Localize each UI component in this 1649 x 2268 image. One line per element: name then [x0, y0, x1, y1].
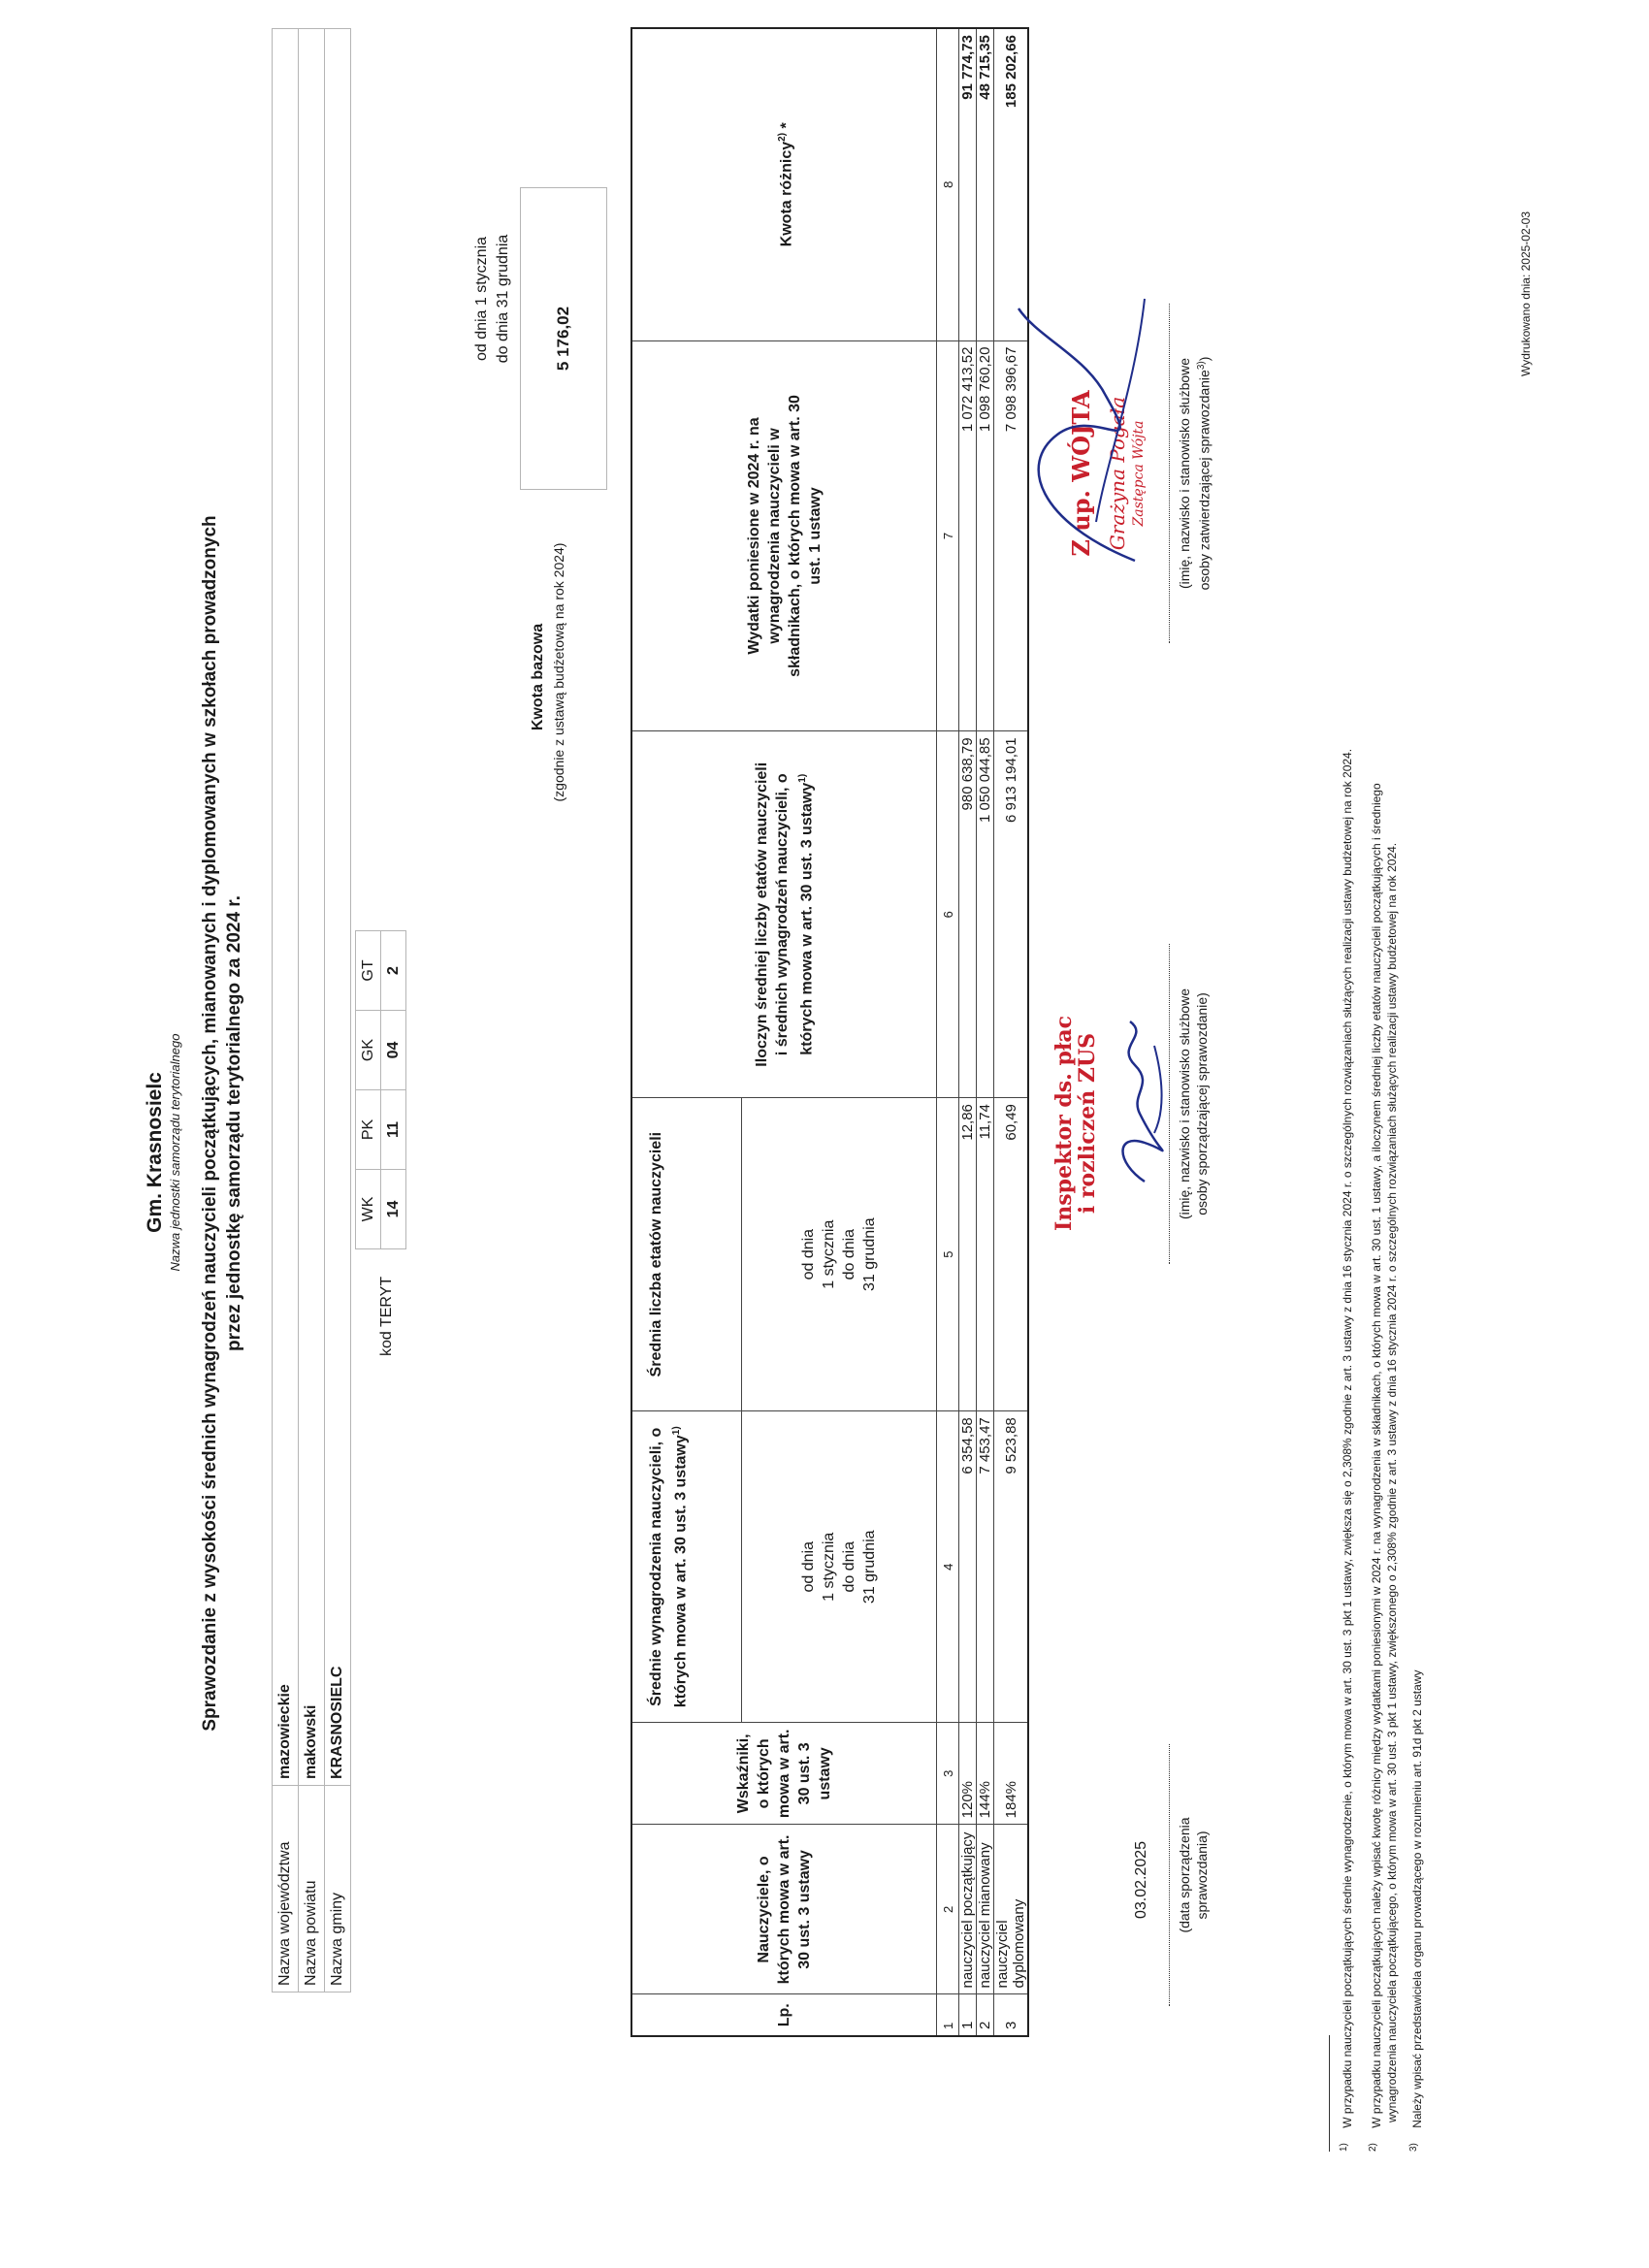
row-teacher-type: nauczyciel dyplomowany — [994, 1825, 1029, 1994]
preparer-stamp-line2: i rozliczeń ZUS — [1075, 1032, 1100, 1215]
column-numbers-row — [937, 28, 959, 2036]
col-difference-header: Kwota różnicy$^{2)}$ * — [631, 28, 937, 340]
teryt-header-gk: GK — [356, 1011, 381, 1090]
row-product: 980 638,79 — [959, 731, 977, 1098]
approver-caption-line2: osoby zatwierdzającej sprawozdanie$^{3)}$) — [1196, 356, 1212, 591]
approver-signature — [999, 289, 1164, 580]
location-table — [272, 28, 351, 1993]
location-label: Nazwa powiatu — [299, 1786, 325, 1993]
report-title-line1: Sprawozdanie z wysokości średnich wynagrodzeń nauczycieli początkujących, mianowanych i dyplomowanych w szkołach prowadzonych — [200, 515, 220, 1732]
row-difference: 185 202,66 — [994, 28, 1029, 340]
table-header-row — [631, 28, 742, 2036]
kwota-bazowa-note: (zgodnie z ustawą budżetową na rok 2024) — [551, 542, 566, 802]
col-product-footnote: 1) — [796, 773, 808, 783]
col-product-header — [631, 731, 937, 1098]
report-title-line2: przez jednostkę samorządu terytorialnego za 2024 r. — [224, 895, 244, 1351]
period-from-label: od dnia — [800, 1228, 817, 1280]
teryt-value-gt: 2 — [381, 931, 406, 1011]
col-difference-footnote: 2) — [776, 132, 788, 142]
period-to-date: 31 grudnia — [861, 1217, 878, 1291]
column-number: 7 — [937, 340, 959, 731]
row-lp: 3 — [994, 1994, 1029, 2036]
approver-caption — [1176, 279, 1213, 667]
col-avg-salary-footnote: 1) — [671, 1426, 682, 1436]
salary-table — [630, 27, 1029, 2037]
preparer-stamp — [1052, 997, 1099, 1249]
footnote-2 — [1366, 66, 1400, 2152]
period-to-label: do dnia — [841, 1541, 857, 1593]
col-avg-salary-label: Średnie wynagrodzenia nauczycieli, o których mowa w art. 30 ust. 3 ustawy — [648, 1427, 690, 1708]
location-row — [299, 29, 325, 1993]
preparer-caption-line1: (imię, nazwisko i stanowisko służbowe — [1177, 988, 1192, 1220]
location-row — [325, 29, 351, 1993]
period-from-date: 1 stycznia — [821, 1219, 837, 1289]
teryt-header-pk: PK — [356, 1090, 381, 1170]
row-fte: 11,74 — [977, 1098, 994, 1411]
period-from-label: od dnia — [800, 1541, 817, 1593]
footnote-text: W przypadku nauczycieli początkujących średnie wynagrodzenie, o którym mowa w art. 30 ust. 3 pkt 1 ustawy, zwiększa się o 2,308% zgodnie z art. 3 ustawy z dnia 16 stycznia 2024 r. o szczególnych rozwiązaniach służących realizacji ustawy budżetowej na rok 2024. — [1341, 748, 1354, 2128]
kwota-bazowa-period-from: od dnia 1 stycznia — [473, 236, 490, 362]
col-indicators-header: Wskaźniki, o których mowa w art. 30 ust. 3 ustawy — [631, 1723, 937, 1825]
date-caption-line1: (data sporządzenia — [1177, 1817, 1192, 1933]
kwota-bazowa-value: 5 176,02 — [521, 188, 607, 490]
approver-stamp-line2: Grażyna Pogała — [1106, 396, 1129, 551]
col-expenses-header: Wydatki poniesione w 2024 r. na wynagrodzenia nauczycieli w składnikach, o których mowa w art. 30 ust. 1 ustawy — [631, 340, 937, 731]
row-difference: 48 715,35 — [977, 28, 994, 340]
approver-caption-line1: (imię, nazwisko i stanowisko służbowe — [1177, 357, 1192, 590]
approver-stamp-line1: Z up. WÓJTA — [1067, 390, 1095, 557]
teryt-value-gk: 04 — [381, 1011, 406, 1090]
footnote-3 — [1406, 66, 1425, 2152]
column-number: 5 — [937, 1098, 959, 1411]
row-fte: 12,86 — [959, 1098, 977, 1411]
preparer-signature-line — [1169, 944, 1170, 1264]
footnote-number: 2) — [1368, 2143, 1378, 2152]
period-to-label: do dnia — [841, 1228, 857, 1280]
row-teacher-type: nauczyciel początkujący — [959, 1825, 977, 1994]
location-row — [273, 29, 299, 1993]
location-value: makowski — [299, 29, 325, 1786]
teryt-header-gt: GT — [356, 931, 381, 1011]
period-from-date: 1 stycznia — [821, 1532, 837, 1602]
row-difference: 91 774,73 — [959, 28, 977, 340]
column-number: 2 — [937, 1825, 959, 1994]
row-indicator: 184% — [994, 1723, 1029, 1825]
preparer-caption — [1176, 920, 1211, 1288]
date-caption — [1176, 1744, 1211, 2006]
footnote-text: W przypadku nauczycieli początkujących należy wpisać kwotę różnicy między wydatkami poniesionymi w 2024 r. na wynagrodzenia w składnikach, o których mowa w art. 30 ust. 1 ustawy, a iloczynem średniej liczby etatów nauczycieli początkujących i średniego — [1370, 783, 1383, 2128]
col-avg-salary-period — [742, 1411, 937, 1723]
teryt-value-wk: 14 — [381, 1170, 406, 1249]
row-expenses: 1 072 413,52 — [959, 340, 977, 731]
col-difference-label: Kwota różnicy — [778, 141, 795, 247]
col-teachers-header: Nauczyciele, o których mowa w art. 30 ust. 3 ustawy — [631, 1825, 937, 1994]
row-indicator: 120% — [959, 1723, 977, 1825]
footnote-separator — [1329, 2035, 1330, 2152]
column-number: 1 — [937, 1994, 959, 2036]
date-value: 03.02.2025 — [1133, 1840, 1149, 1920]
row-expenses: 1 098 760,20 — [977, 340, 994, 731]
row-avg-salary: 7 453,47 — [977, 1411, 994, 1723]
period-to-date: 31 grudnia — [861, 1530, 878, 1604]
col-lp-header: Lp. — [631, 1994, 937, 2036]
column-number: 6 — [937, 731, 959, 1098]
col-avg-salary-header — [631, 1411, 742, 1723]
row-expenses: 7 098 396,67 — [994, 340, 1029, 731]
teryt-value-pk: 11 — [381, 1090, 406, 1170]
footnote-number: 1) — [1339, 2143, 1349, 2152]
column-number: 8 — [937, 28, 959, 340]
row-indicator: 144% — [977, 1723, 994, 1825]
preparer-stamp-line1: Inspektor ds. płac — [1051, 1016, 1077, 1231]
row-lp: 1 — [959, 1994, 977, 2036]
entity-caption: Nazwa jednostki samorządu terytorialnego — [168, 1033, 182, 1272]
printed-date: Wydrukowano dnia: 2025-02-03 — [1519, 211, 1533, 376]
approver-caption-text: osoby zatwierdzającej sprawozdanie — [1196, 370, 1212, 591]
kwota-bazowa-label: Kwota bazowa — [530, 623, 546, 731]
column-number: 4 — [937, 1411, 959, 1723]
date-caption-line2: sprawozdania) — [1194, 1831, 1210, 1920]
preparer-signature — [1106, 1007, 1174, 1201]
row-product: 6 913 194,01 — [994, 731, 1029, 1098]
date-signature-line — [1169, 1744, 1170, 2006]
footnote-number: 3) — [1408, 2143, 1419, 2152]
approver-signature-line — [1169, 304, 1170, 643]
teryt-header-wk: WK — [356, 1170, 381, 1249]
table-row — [959, 28, 977, 2036]
row-teacher-type: nauczyciel mianowany — [977, 1825, 994, 1994]
location-label: Nazwa gminy — [325, 1786, 351, 1993]
preparer-caption-line2: osoby sporządzającej sprawozdanie) — [1194, 992, 1210, 1215]
entity-name: Gm. Krasnosielc — [144, 1072, 166, 1233]
approver-caption-footnote: 3) — [1196, 361, 1207, 371]
col-fte-header: Średnia liczba etatów nauczycieli — [631, 1098, 742, 1411]
approver-stamp-line3: Zastępca Wójta — [1131, 420, 1147, 527]
col-product-label: Iloczyn średniej liczby etatów nauczycieli i średnich wynagrodzeń nauczycieli, o których mowa w art. 30 ust. 3 ustawy — [753, 761, 816, 1067]
location-value: mazowieckie — [273, 29, 299, 1786]
teryt-table — [355, 930, 406, 1249]
row-avg-salary: 9 523,88 — [994, 1411, 1029, 1723]
kwota-bazowa-box — [520, 187, 607, 490]
col-fte-period — [742, 1098, 937, 1411]
column-number: 3 — [937, 1723, 959, 1825]
footnote-1 — [1337, 66, 1355, 2152]
row-avg-salary: 6 354,58 — [959, 1411, 977, 1723]
row-product: 1 050 044,85 — [977, 731, 994, 1098]
location-value: KRASNOSIELC — [325, 29, 351, 1786]
table-row — [977, 28, 994, 2036]
row-lp: 2 — [977, 1994, 994, 2036]
footnote-text-continued: wynagrodzenia nauczyciela początkującego, o którym mowa w art. 30 ust. 3 pkt 1 ustawy, zwiększonego o 2,308% zgodnie z art. 3 ustawy z dnia 16 stycznia 2024 r. o szczególnych rozwiązaniach służących realizacji ustawy budżetowej na rok 2024. — [1385, 842, 1399, 2122]
teryt-label: kod TERYT — [378, 1276, 395, 1356]
location-label: Nazwa województwa — [273, 1786, 299, 1993]
kwota-bazowa-period-to: do dnia 31 grudnia — [495, 234, 511, 364]
footnote-text: Należy wpisać przedstawiciela organu prowadzącego w rozumieniu art. 91d pkt 2 ustawy — [1410, 1669, 1424, 2128]
row-fte: 60,49 — [994, 1098, 1029, 1411]
